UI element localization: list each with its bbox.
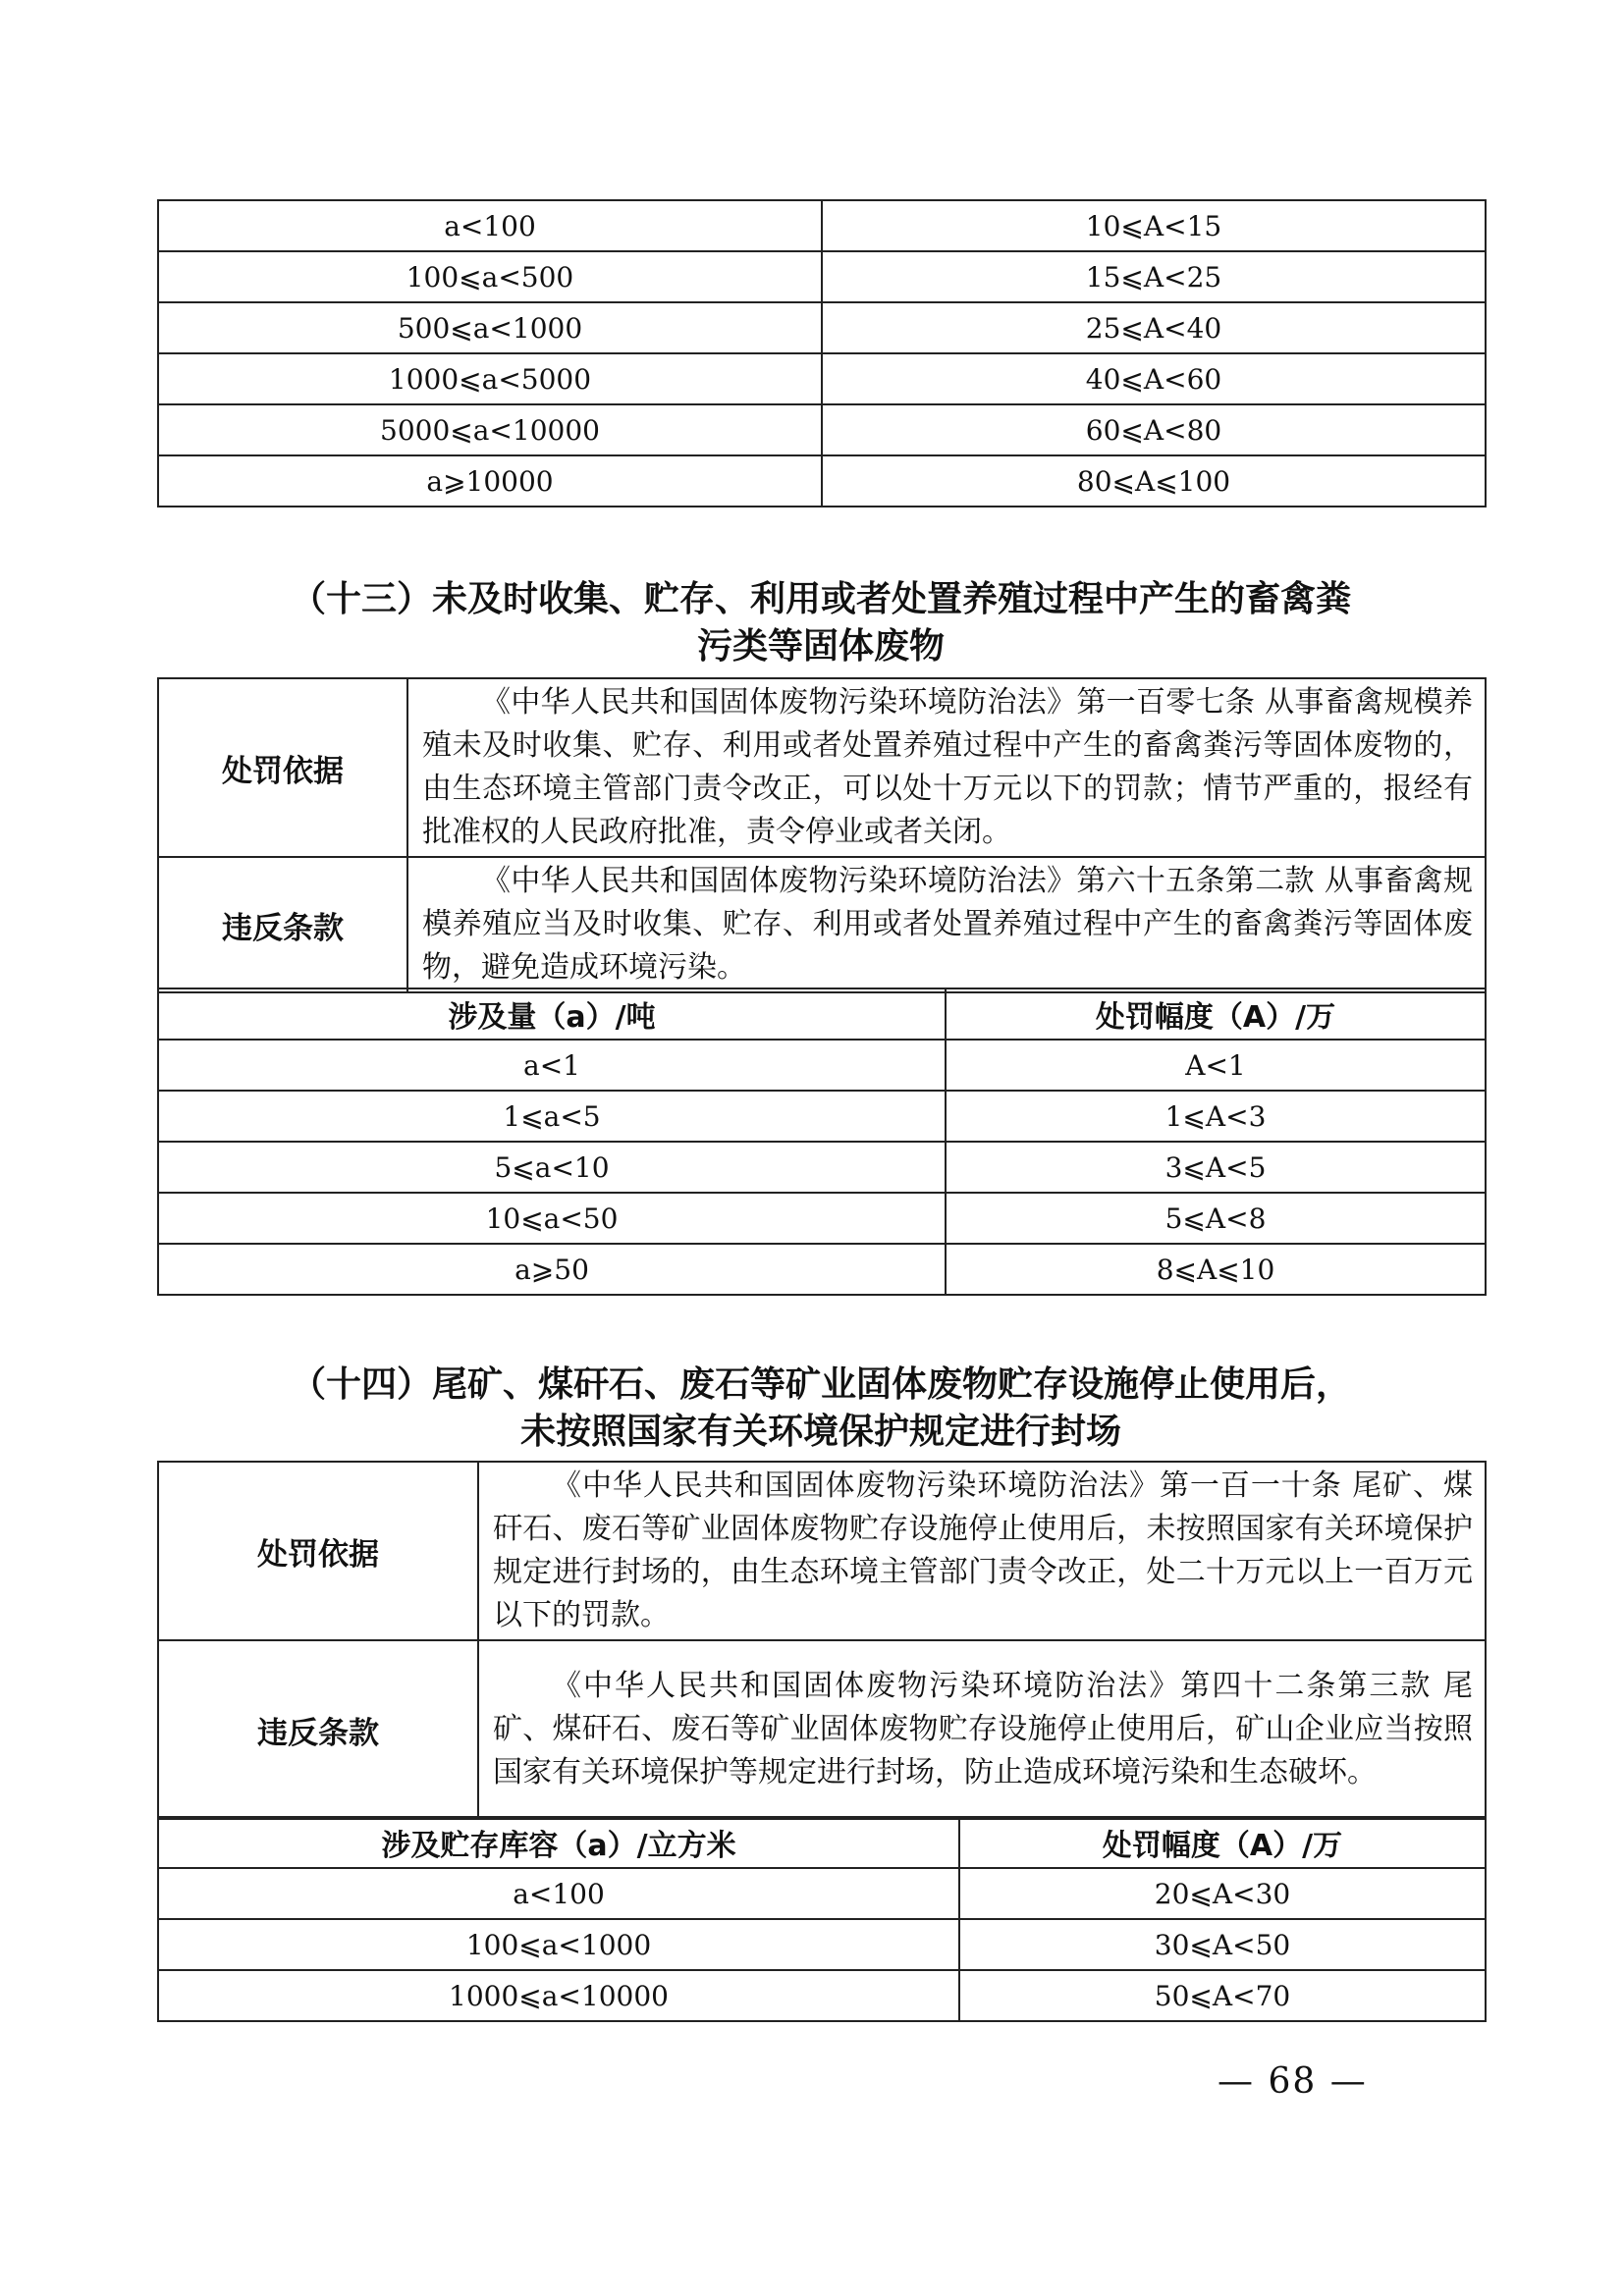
penalty-basis-row	[158, 678, 1486, 857]
table-row	[158, 404, 1486, 455]
page-number: — 68 —	[1218, 2061, 1368, 2102]
amount-range-cell: 5⩽a<10	[158, 1142, 946, 1193]
section13-heading-line1: （十三）未及时收集、贮存、利用或者处置养殖过程中产生的畜禽粪	[290, 579, 1351, 619]
penalty-column-header: 处罚幅度（A）/万	[959, 1817, 1486, 1868]
amount-range-cell: 1000⩽a<5000	[158, 353, 822, 404]
section14-info-table	[157, 1461, 1487, 1820]
section14-heading-line1: （十四）尾矿、煤矸石、废石等矿业固体废物贮存设施停止使用后，	[290, 1364, 1351, 1405]
section14-range-table	[157, 1816, 1487, 2022]
violation-clause-text: 《中华人民共和国固体废物污染环境防治法》第四十二条第三款 尾矿、煤矸石、废石等矿业固体废物贮存设施停止使用后，矿山企业应当按照国家有关环境保护等规定进行封场，防止造成环境污染和生态破坏。	[478, 1640, 1486, 1819]
penalty-range-cell: 1⩽A<3	[946, 1091, 1486, 1142]
penalty-range-cell: 5⩽A<8	[946, 1193, 1486, 1244]
table-row	[158, 1040, 1486, 1091]
violation-clause-row	[158, 857, 1486, 992]
penalty-range-cell: 50⩽A<70	[959, 1970, 1486, 2021]
penalty-range-cell: 25⩽A<40	[822, 302, 1486, 353]
section13-heading	[147, 576, 1494, 670]
section13-heading-line2: 污类等固体废物	[696, 626, 945, 667]
table-row	[158, 251, 1486, 302]
penalty-basis-label: 处罚依据	[158, 1462, 478, 1640]
table-row	[158, 1919, 1486, 1970]
amount-range-cell: a<1	[158, 1040, 946, 1091]
section13-range-table	[157, 988, 1487, 1296]
amount-range-cell: 500⩽a<1000	[158, 302, 822, 353]
violation-clause-label: 违反条款	[158, 1640, 478, 1819]
penalty-basis-row	[158, 1462, 1486, 1640]
penalty-basis-label: 处罚依据	[158, 678, 407, 857]
table-row	[158, 302, 1486, 353]
violation-clause-label: 违反条款	[158, 857, 407, 992]
section14-heading	[147, 1362, 1494, 1456]
amount-column-header: 涉及贮存库容（a）/立方米	[158, 1817, 959, 1868]
amount-range-cell: 5000⩽a<10000	[158, 404, 822, 455]
section13-info-table	[157, 677, 1487, 993]
table-header-row	[158, 1817, 1486, 1868]
table-header-row	[158, 988, 1486, 1040]
amount-range-cell: 100⩽a<500	[158, 251, 822, 302]
table-row	[158, 1244, 1486, 1295]
penalty-range-cell: 15⩽A<25	[822, 251, 1486, 302]
amount-range-cell: 10⩽a<50	[158, 1193, 946, 1244]
section14-heading-line2: 未按照国家有关环境保护规定进行封场	[519, 1412, 1121, 1452]
table-row	[158, 1091, 1486, 1142]
table-row	[158, 455, 1486, 507]
penalty-range-cell: 3⩽A<5	[946, 1142, 1486, 1193]
penalty-range-cell: 80⩽A⩽100	[822, 455, 1486, 507]
penalty-range-cell: 10⩽A<15	[822, 200, 1486, 251]
penalty-basis-text: 《中华人民共和国固体废物污染环境防治法》第一百一十条 尾矿、煤矸石、废石等矿业固体废物贮存设施停止使用后，未按照国家有关环境保护规定进行封场的，由生态环境主管部门责令改正，处二十万元以上一百万元以下的罚款。	[478, 1462, 1486, 1640]
violation-clause-text: 《中华人民共和国固体废物污染环境防治法》第六十五条第二款 从事畜禽规模养殖应当及时收集、贮存、利用或者处置养殖过程中产生的畜禽粪污等固体废物，避免造成环境污染。	[407, 857, 1486, 992]
table-row	[158, 1142, 1486, 1193]
penalty-range-cell: 8⩽A⩽10	[946, 1244, 1486, 1295]
table-row	[158, 1970, 1486, 2021]
penalty-range-cell: 30⩽A<50	[959, 1919, 1486, 1970]
amount-column-header: 涉及量（a）/吨	[158, 988, 946, 1040]
amount-range-cell: 100⩽a<1000	[158, 1919, 959, 1970]
penalty-range-cell: A<1	[946, 1040, 1486, 1091]
amount-range-cell: a⩾50	[158, 1244, 946, 1295]
top-range-table	[157, 199, 1487, 507]
penalty-range-cell: 40⩽A<60	[822, 353, 1486, 404]
penalty-column-header: 处罚幅度（A）/万	[946, 988, 1486, 1040]
amount-range-cell: 1⩽a<5	[158, 1091, 946, 1142]
table-row	[158, 353, 1486, 404]
penalty-range-cell: 60⩽A<80	[822, 404, 1486, 455]
amount-range-cell: a<100	[158, 1868, 959, 1919]
penalty-range-cell: 20⩽A<30	[959, 1868, 1486, 1919]
penalty-basis-text: 《中华人民共和国固体废物污染环境防治法》第一百零七条 从事畜禽规模养殖未及时收集、贮存、利用或者处置养殖过程中产生的畜禽粪污等固体废物的，由生态环境主管部门责令改正，可以处十万元以下的罚款；情节严重的，报经有批准权的人民政府批准，责令停业或者关闭。	[407, 678, 1486, 857]
table-row	[158, 1193, 1486, 1244]
violation-clause-row	[158, 1640, 1486, 1819]
table-row	[158, 1868, 1486, 1919]
amount-range-cell: 1000⩽a<10000	[158, 1970, 959, 2021]
table-row	[158, 200, 1486, 251]
amount-range-cell: a⩾10000	[158, 455, 822, 507]
amount-range-cell: a<100	[158, 200, 822, 251]
